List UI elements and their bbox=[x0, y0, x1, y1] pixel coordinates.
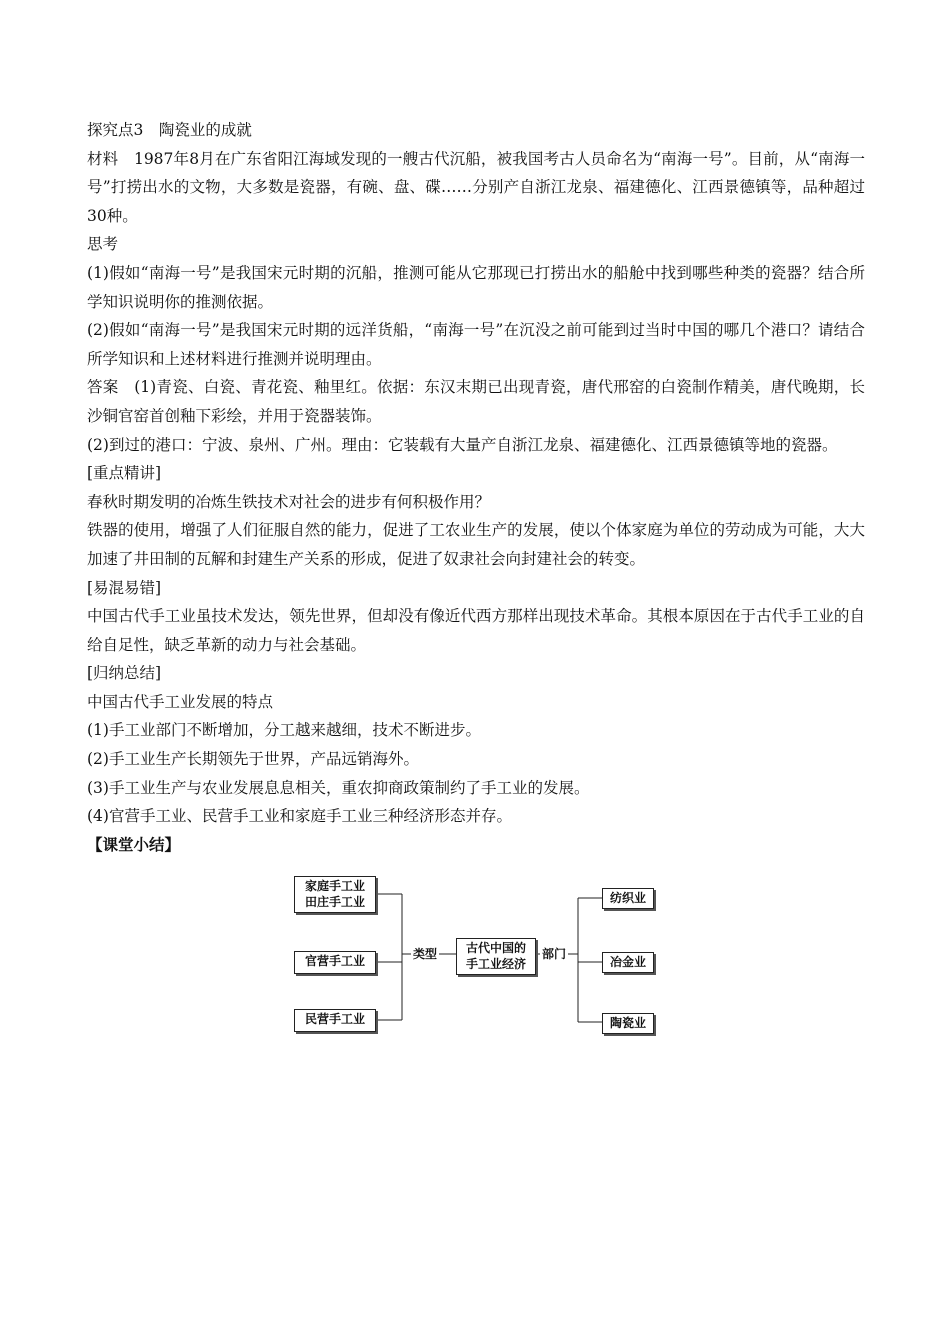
material-paragraph: 材料 1987年8月在广东省阳江海域发现的一艘古代沉船，被我国考古人员命名为“南海一号”。目前，从“南海一号”打捞出水的文物，大多数是瓷器，有碗、盘、碟……分别产自浙江龙泉、福建德化、江西景德镇等，品种超过30种。 bbox=[87, 149, 865, 225]
focus-answer: 铁器的使用，增强了人们征服自然的能力，促进了工农业生产的发展，使以个体家庭为单位的劳动成为可能，大大加速了井田制的瓦解和封建生产关系的形成，促进了奴隶社会向封建社会的转变。 bbox=[87, 521, 865, 568]
box-line: 陶瓷业 bbox=[609, 1016, 646, 1030]
box-official-handicraft bbox=[294, 951, 376, 974]
document-body bbox=[87, 116, 865, 859]
box-family-estate-handicraft bbox=[294, 876, 376, 913]
summary-title: 中国古代手工业发展的特点 bbox=[87, 692, 274, 711]
box-line: 民营手工业 bbox=[304, 1012, 365, 1026]
think-label: 思考 bbox=[87, 235, 119, 254]
confusion-text: 中国古代手工业虽技术发达，领先世界，但却没有像近代西方那样出现技术革命。其根本原因在于古代手工业的自给自足性，缺乏革新的动力与社会基础。 bbox=[87, 607, 865, 654]
box-line: 家庭手工业 bbox=[304, 879, 365, 893]
question-2: (2)假如“南海一号”是我国宋元时期的远洋货船，“南海一号”在沉没之前可能到过当时中国的哪几个港口？请结合所学知识和上述材料进行推测并说明理由。 bbox=[87, 321, 865, 368]
summary-point: (1)手工业部门不断增加，分工越来越细，技术不断进步。 bbox=[87, 721, 481, 740]
box-metallurgy bbox=[602, 952, 654, 973]
class-summary-header: 【课堂小结】 bbox=[87, 835, 181, 854]
handicraft-diagram bbox=[290, 872, 660, 1042]
box-line: 田庄手工业 bbox=[304, 895, 365, 909]
focus-header: [重点精讲] bbox=[87, 464, 162, 483]
label-sector: 部门 bbox=[542, 947, 567, 961]
box-ancient-china-handicraft-economy bbox=[456, 938, 536, 975]
box-line: 手工业经济 bbox=[465, 957, 526, 971]
answer-1: 答案 (1)青瓷、白瓷、青花瓷、釉里红。依据：东汉末期已出现青瓷，唐代邢窑的白瓷制作精美，唐代晚期，长沙铜官窑首创釉下彩绘，并用于瓷器装饰。 bbox=[87, 378, 865, 425]
box-line: 纺织业 bbox=[609, 891, 646, 905]
box-line: 冶金业 bbox=[609, 955, 646, 969]
section-title: 探究点3 陶瓷业的成就 bbox=[87, 121, 252, 139]
box-private-handicraft bbox=[294, 1009, 376, 1032]
box-line: 官营手工业 bbox=[304, 954, 365, 968]
summary-point: (4)官营手工业、民营手工业和家庭手工业三种经济形态并存。 bbox=[87, 807, 512, 826]
confusion-header: [易混易错] bbox=[87, 578, 162, 597]
answer-2: (2)到过的港口：宁波、泉州、广州。理由：它装载有大量产自浙江龙泉、福建德化、江西景德镇等地的瓷器。 bbox=[87, 435, 838, 454]
box-textile bbox=[602, 888, 654, 909]
question-1: (1)假如“南海一号”是我国宋元时期的沉船，推测可能从它那现已打捞出水的船舱中找到哪些种类的瓷器？结合所学知识说明你的推测依据。 bbox=[87, 263, 865, 311]
box-ceramics bbox=[602, 1013, 654, 1034]
label-type: 类型 bbox=[413, 947, 438, 961]
summary-header: [归纳总结] bbox=[87, 664, 162, 683]
focus-question: 春秋时期发明的冶炼生铁技术对社会的进步有何积极作用？ bbox=[87, 492, 491, 511]
summary-point: (2)手工业生产长期领先于世界，产品远销海外。 bbox=[87, 750, 419, 769]
summary-point: (3)手工业生产与农业发展息息相关，重农抑商政策制约了手工业的发展。 bbox=[87, 778, 590, 797]
box-line: 古代中国的 bbox=[465, 941, 526, 955]
